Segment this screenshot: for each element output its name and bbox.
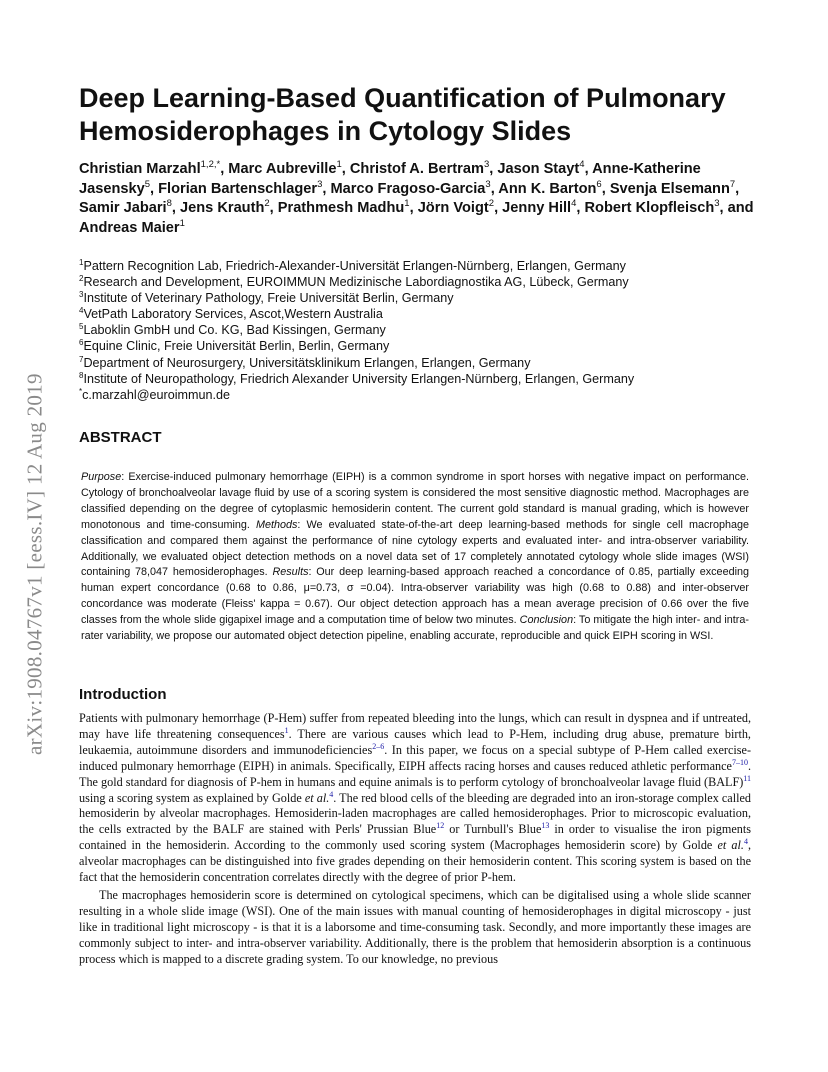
affiliation-text: Research and Development, EUROIMMUN Medizinische Labordiagnostika AG, Lübeck, Germany bbox=[83, 275, 629, 290]
author-list: Christian Marzahl$^{1,2,*}$, Marc Aubreville$^1$, Christof A. Bertram$^3$, Jason Stayt$^4$, Anne-Katherine Jasensky$^5$, Florian Bartenschlager$^3$, Marco Fragoso-Garcia$^3$, Ann K. Barton$^6$, Svenja Elsemann$^7$, Samir Jabari$^8$, Jens Krauth$^2$, Prathmesh Madhu$^1$, Jörn Voigt$^2$, Jenny Hill$^4$, Robert Klopfleisch$^3$, and Andreas Maier$^1$ bbox=[79, 159, 754, 236]
author-affiliation-mark: 1 bbox=[404, 198, 410, 209]
author-name: Samir Jabari bbox=[79, 200, 167, 216]
author-name: Prathmesh Madhu bbox=[277, 200, 405, 216]
affiliation-text: Pattern Recognition Lab, Friedrich-Alexander-Universität Erlangen-Nürnberg, Erlangen, Germany bbox=[83, 259, 626, 273]
author-name: Robert Klopfleisch bbox=[584, 200, 715, 216]
author-affiliation-mark: 6 bbox=[596, 178, 602, 190]
purpose-text: : Exercise-induced pulmonary hemorrhage (EIPH) is a common syndrome in sport horses with negative impact on performance. Cytology of bronchoalveolar lavage fluid by use of a scoring system is considered the most sensitive diagnostic method. Macrophages are classified depending on the degree of cytoplasmic hemosiderin content. The current gold standard is manual grading, which is however monotonous and time-consuming. bbox=[81, 471, 749, 531]
affiliation-mark: 2 bbox=[79, 274, 84, 284]
text-run: , alveolar macrophages can be distinguished into five grades depending on their hemosiderin content. This scoring system is based on the fact that the hemosiderin concentration correlates directly with the degree of prior P-hem. bbox=[79, 838, 752, 885]
citation-ref: 7–10 bbox=[731, 757, 748, 767]
affiliation-text: Institute of Veterinary Pathology, Freie Universität Berlin, Germany bbox=[83, 291, 454, 306]
paper-title: Deep Learning-Based Quantification of Pulmonary Hemosiderophages in Cytology Slides bbox=[79, 83, 726, 146]
text-run: using a scoring system as explained by Golde bbox=[79, 790, 305, 805]
text-run: or Turnbull's Blue bbox=[444, 822, 542, 837]
author-affiliation-mark: 1 bbox=[336, 159, 342, 170]
citation-ref: 13 bbox=[541, 821, 550, 831]
author-affiliation-mark: 2 bbox=[488, 198, 495, 209]
affiliation-mark: 6 bbox=[79, 338, 84, 348]
affiliation-mark: 5 bbox=[79, 322, 84, 332]
affiliation-line bbox=[79, 290, 769, 306]
conclusion-text: : To mitigate the high inter- and intra-rater variability, we propose our automated object detection pipeline, enabling accurate, reproducible and quick EIPH scoring in WSI. bbox=[81, 614, 749, 643]
citation-ref: 1 bbox=[284, 725, 289, 735]
introduction-paragraph-1 bbox=[79, 711, 751, 886]
affiliation-line bbox=[79, 338, 769, 354]
author-affiliation-mark: 1 bbox=[179, 217, 185, 229]
author-name: Jörn Voigt bbox=[417, 200, 489, 216]
introduction-body bbox=[79, 711, 751, 968]
italic-run: et al. bbox=[717, 838, 744, 853]
citation-ref: 4 bbox=[329, 789, 334, 799]
author-affiliation-mark: 7 bbox=[729, 178, 736, 190]
arxiv-stamp-text: arXiv:1908.04767v1 [eess.IV] 12 Aug 2019 bbox=[22, 373, 47, 755]
author-name: Jenny Hill bbox=[502, 200, 572, 216]
author-affiliation-mark: 3 bbox=[714, 198, 720, 209]
results-text: : Our deep learning-based approach reached a concordance of 0.85, partially exceeding human expert concordance (0.68 to 0.86, μ=0.73, σ =0.04). Intra-observer variability was high (0.68 to 0.88) and inter-observer concordance was moderate (Fleiss' kappa = 0.67). Our object detection approach has a mean average precision of 0.66 over the five classes from the whole slide gigapixel image and a computation time of below two minutes. bbox=[81, 566, 749, 627]
author-name: Andreas Maier bbox=[79, 219, 180, 236]
affiliation-line bbox=[79, 355, 769, 371]
author-affiliation-mark: 2 bbox=[264, 198, 270, 209]
author-affiliation-mark: 3 bbox=[483, 159, 490, 170]
affiliation-list bbox=[79, 258, 769, 403]
affiliation-line bbox=[79, 387, 769, 403]
purpose-label: Purpose bbox=[81, 471, 122, 483]
text-run: . There are various causes which lead to P-Hem, including drug abuse, premature birth, leukaemia, autoimmune disorders and immunodeficiencies bbox=[79, 726, 751, 757]
methods-label: Methods bbox=[255, 518, 298, 531]
citation-ref: 4 bbox=[743, 837, 748, 847]
author-name: Marco Fragoso-Garcia bbox=[330, 180, 486, 197]
arxiv-identifier-stamp bbox=[15, 280, 55, 780]
author-affiliation-mark: 3 bbox=[485, 178, 491, 190]
text-run: in order to visualise the iron pigments contained in the hemosiderin. According to the commonly used scoring system (Macrophages hemosiderin score) by Golde bbox=[79, 822, 751, 853]
author-affiliation-mark: 3 bbox=[317, 178, 323, 190]
author-name: Christof A. Bertram bbox=[349, 161, 484, 177]
affiliation-mark: 3 bbox=[79, 290, 84, 300]
affiliation-text: VetPath Laboratory Services, Ascot,Western Australia bbox=[83, 307, 383, 322]
citation-ref: 2–6 bbox=[372, 741, 385, 751]
author-name: Anne-Katherine Jasensky bbox=[79, 161, 701, 197]
affiliation-mark: * bbox=[79, 386, 83, 396]
abstract-body bbox=[81, 470, 749, 645]
author-affiliation-mark: 1,2,* bbox=[200, 159, 221, 170]
affiliation-text: Laboklin GmbH und Co. KG, Bad Kissingen, Germany bbox=[83, 323, 386, 338]
author-name: Svenja Elsemann bbox=[609, 180, 730, 197]
affiliation-text: c.marzahl@euroimmun.de bbox=[82, 387, 230, 402]
text-run: Patients with pulmonary hemorrhage (P-Hem) suffer from repeated bleeding into the lungs, which can result in dyspnea and if untreated, may have life threatening consequences bbox=[79, 711, 751, 741]
text-run: . The red blood cells of the bleeding are degraded into an iron-storage complex called hemosiderin by alveolar macrophages. Hemosiderin-laden macrophages are called hemosiderophages. Prior to microscopic evaluation, the cells extracted by the BALF are stained with Perls' Prussian Blue bbox=[79, 790, 751, 837]
author-name: Christian Marzahl bbox=[79, 161, 201, 177]
author-name: Jason Stayt bbox=[497, 161, 580, 177]
abstract-heading: ABSTRACT bbox=[79, 429, 162, 446]
author-name: Florian Bartenschlager bbox=[158, 180, 318, 197]
italic-run: et al. bbox=[304, 790, 330, 805]
affiliation-mark: 7 bbox=[79, 354, 84, 364]
author-name: Marc Aubreville bbox=[228, 161, 337, 177]
conclusion-label: Conclusion bbox=[519, 614, 574, 627]
affiliation-text: Institute of Neuropathology, Friedrich Alexander University Erlangen-Nürnberg, Erlangen, Germany bbox=[83, 371, 635, 386]
author-name: Ann K. Barton bbox=[498, 180, 597, 197]
author-affiliation-mark: 4 bbox=[579, 159, 585, 170]
results-label: Results bbox=[272, 566, 309, 579]
text-run: . In this paper, we focus on a special subtype of P-Hem called exercise-induced pulmonary hemorrhage (EIPH) in animals. Specifically, EIPH affects racing horses and causes reduced athletic performance bbox=[79, 742, 751, 773]
methods-text: : We evaluated state-of-the-art deep learning-based methods for single cell macrophage classification and compared them against the performance of nine cytology experts and evaluated inter- and intra-observer variability. Additionally, we evaluated object detection methods on a novel data set of 17 completely annotated cytology whole slide images (WSI) containing 78,047 hemosiderophages. bbox=[81, 518, 749, 579]
citation-ref: 12 bbox=[436, 821, 445, 831]
affiliation-mark: 8 bbox=[79, 370, 84, 380]
author-affiliation-mark: 8 bbox=[166, 198, 172, 209]
affiliation-text: Equine Clinic, Freie Universität Berlin, Berlin, Germany bbox=[83, 339, 390, 354]
author-affiliation-mark: 5 bbox=[144, 178, 151, 190]
introduction-heading: Introduction bbox=[79, 686, 167, 703]
citation-ref: 11 bbox=[743, 773, 751, 783]
affiliation-line bbox=[79, 322, 769, 338]
author-affiliation-mark: 4 bbox=[571, 198, 577, 209]
affiliation-line bbox=[79, 306, 769, 322]
text-run: . The gold standard for diagnosis of P-hem in humans and equine animals is to perform cytology of bronchoalveolar lavage fluid (BALF) bbox=[79, 758, 751, 789]
affiliation-mark: 1 bbox=[79, 258, 84, 267]
affiliation-line bbox=[79, 274, 769, 290]
affiliation-line bbox=[79, 258, 769, 274]
introduction-paragraph-2: The macrophages hemosiderin score is determined on cytological specimens, which can be digitalised using a whole slide scanner resulting in a whole slide image (WSI). One of the main issues with manual counting of hemosiderophages in digital microscopy - just like in traditional light microscopy - is that it is a laborsome and time-consuming task. Secondly, and more importantly these images are commonly subject to inter- and intra-observer variability. Additionally, there is the problem that hemosiderin absorption is a continuous process which is mapped to a discrete grading system. To our knowledge, no previous bbox=[79, 887, 751, 966]
author-name: Jens Krauth bbox=[180, 200, 265, 216]
affiliation-line bbox=[79, 371, 769, 387]
affiliation-text: Department of Neurosurgery, Universitätsklinikum Erlangen, Erlangen, Germany bbox=[83, 355, 531, 370]
affiliation-mark: 4 bbox=[79, 306, 84, 316]
